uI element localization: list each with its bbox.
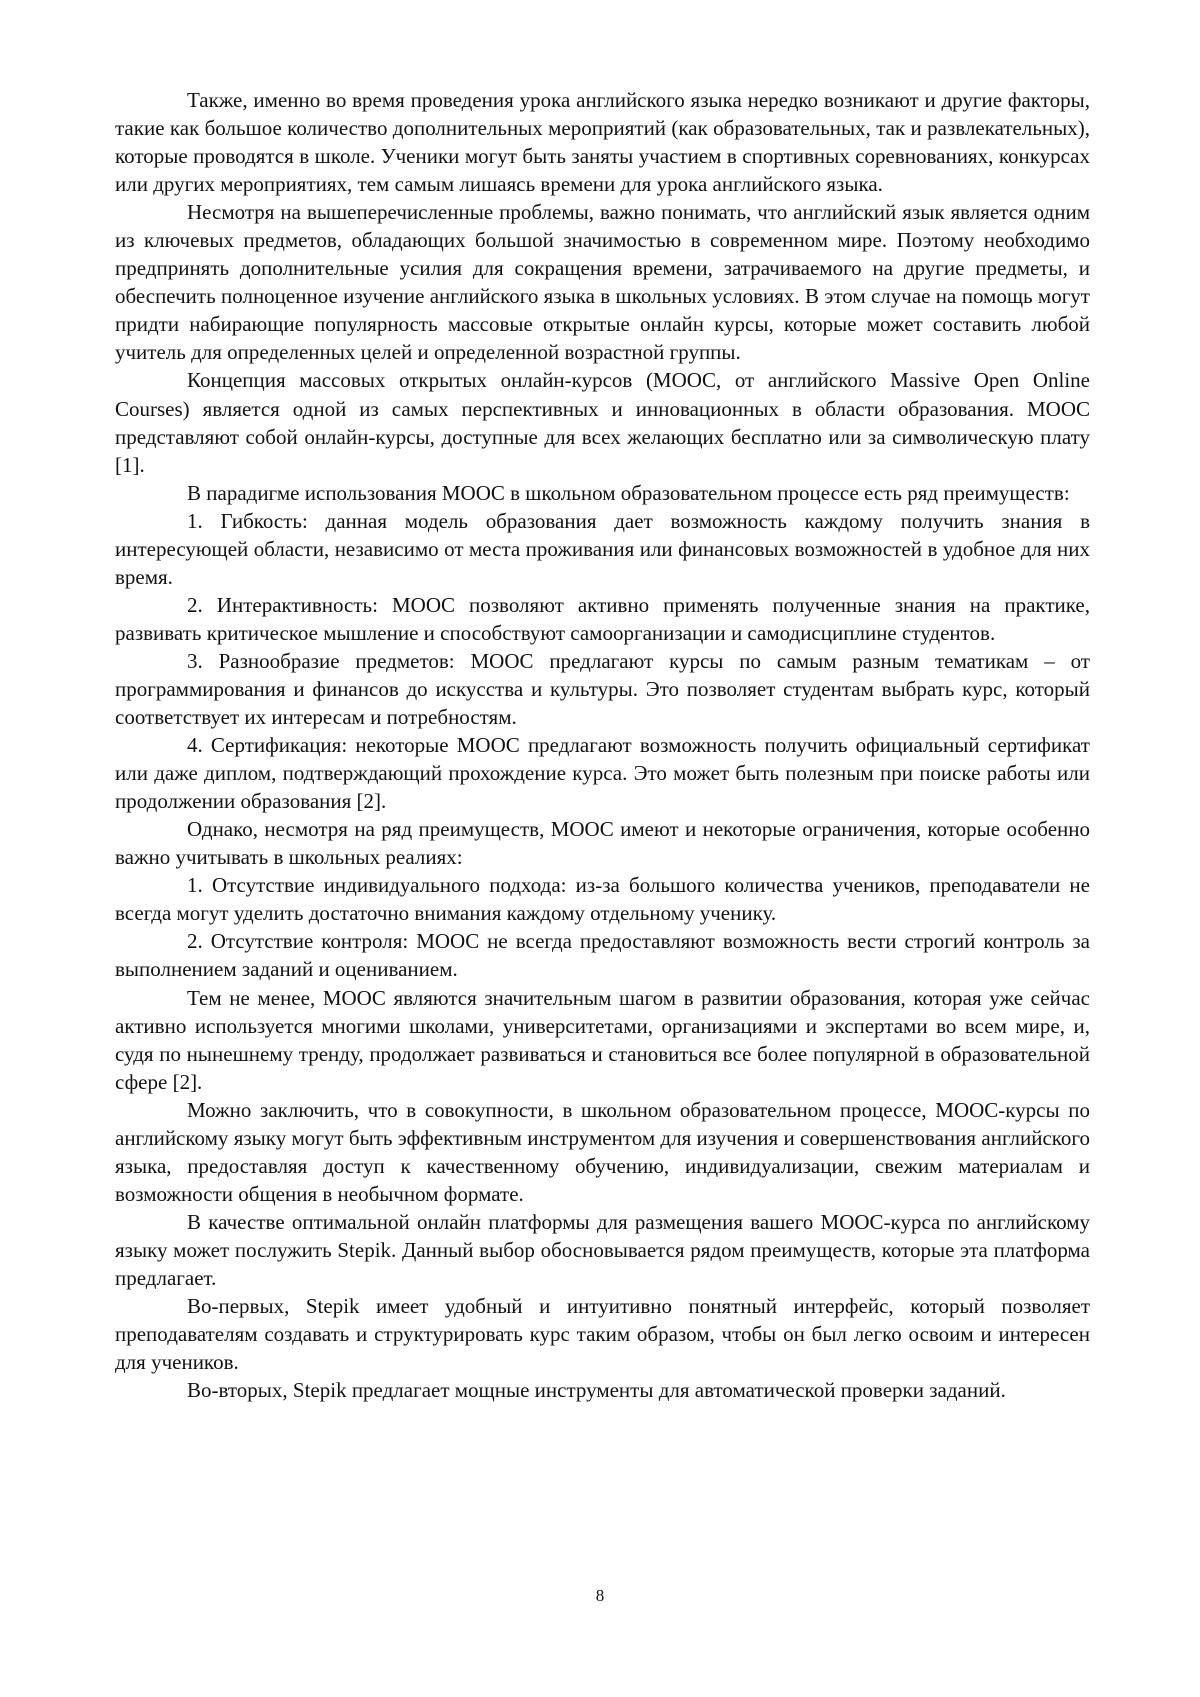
paragraph: Однако, несмотря на ряд преимуществ, MOOC имеют и некоторые ограничения, которые особенно важно учитывать в школьных реалиях: bbox=[115, 815, 1090, 871]
paragraph: В парадигме использования MOOC в школьном образовательном процессе есть ряд преимуществ: bbox=[115, 479, 1090, 507]
paragraph: Концепция массовых открытых онлайн-курсов (MOOC, от английского Massive Open Online Courses) является одной из самых перспективных и инновационных в области образования. MOOC представляют собой онлайн-курсы, доступные для всех желающих бесплатно или за символическую плату [1]. bbox=[115, 366, 1090, 478]
list-item: 2. Интерактивность: MOOC позволяют активно применять полученные знания на практике, развивать критическое мышление и способствуют самоорганизации и самодисциплине студентов. bbox=[115, 591, 1090, 647]
text-body bbox=[115, 86, 1090, 1404]
paragraph: В качестве оптимальной онлайн платформы для размещения вашего MOOC-курса по английскому языку может послужить Stepik. Данный выбор обосновывается рядом преимуществ, которые эта платформа предлагает. bbox=[115, 1208, 1090, 1292]
paragraph: Во-первых, Stepik имеет удобный и интуитивно понятный интерфейс, который позволяет преподавателям создавать и структурировать курс таким образом, чтобы он был легко освоим и интересен для учеников. bbox=[115, 1292, 1090, 1376]
paragraph: Несмотря на вышеперечисленные проблемы, важно понимать, что английский язык является одним из ключевых предметов, обладающих большой значимостью в современном мире. Поэтому необходимо предпринять дополнительные усилия для сокращения времени, затрачиваемого на другие предметы, и обеспечить полноценное изучение английского языка в школьных условиях. В этом случае на помощь могут придти набирающие популярность массовые открытые онлайн курсы, которые может составить любой учитель для определенных целей и определенной возрастной группы. bbox=[115, 198, 1090, 366]
list-item: 2. Отсутствие контроля: MOOC не всегда предоставляют возможность вести строгий контроль за выполнением заданий и оцениванием. bbox=[115, 927, 1090, 983]
page-number: 8 bbox=[0, 1586, 1200, 1606]
paragraph: Во-вторых, Stepik предлагает мощные инструменты для автоматической проверки заданий. bbox=[115, 1376, 1090, 1404]
list-item: 1. Отсутствие индивидуального подхода: из-за большого количества учеников, преподаватели не всегда могут уделить достаточно внимания каждому отдельному ученику. bbox=[115, 871, 1090, 927]
paragraph: Можно заключить, что в совокупности, в школьном образовательном процессе, MOOC-курсы по английскому языку могут быть эффективным инструментом для изучения и совершенствования английского языка, предоставляя доступ к качественному обучению, индивидуализации, свежим материалам и возможности общения в необычном формате. bbox=[115, 1096, 1090, 1208]
list-item: 3. Разнообразие предметов: MOOC предлагают курсы по самым разным тематикам – от программирования и финансов до искусства и культуры. Это позволяет студентам выбрать курс, который соответствует их интересам и потребностям. bbox=[115, 647, 1090, 731]
paragraph: Тем не менее, MOOC являются значительным шагом в развитии образования, которая уже сейчас активно используется многими школами, университетами, организациями и экспертами во всем мире, и, судя по нынешнему тренду, продолжает развиваться и становиться все более популярной в образовательной сфере [2]. bbox=[115, 984, 1090, 1096]
paragraph: Также, именно во время проведения урока английского языка нередко возникают и другие факторы, такие как большое количество дополнительных мероприятий (как образовательных, так и развлекательных), которые проводятся в школе. Ученики могут быть заняты участием в спортивных соревнованиях, конкурсах или других мероприятиях, тем самым лишаясь времени для урока английского языка. bbox=[115, 86, 1090, 198]
list-item: 4. Сертификация: некоторые MOOC предлагают возможность получить официальный сертификат или даже диплом, подтверждающий прохождение курса. Это может быть полезным при поиске работы или продолжении образования [2]. bbox=[115, 731, 1090, 815]
list-item: 1. Гибкость: данная модель образования дает возможность каждому получить знания в интересующей области, независимо от места проживания или финансовых возможностей в удобное для них время. bbox=[115, 507, 1090, 591]
document-page bbox=[0, 0, 1200, 1697]
